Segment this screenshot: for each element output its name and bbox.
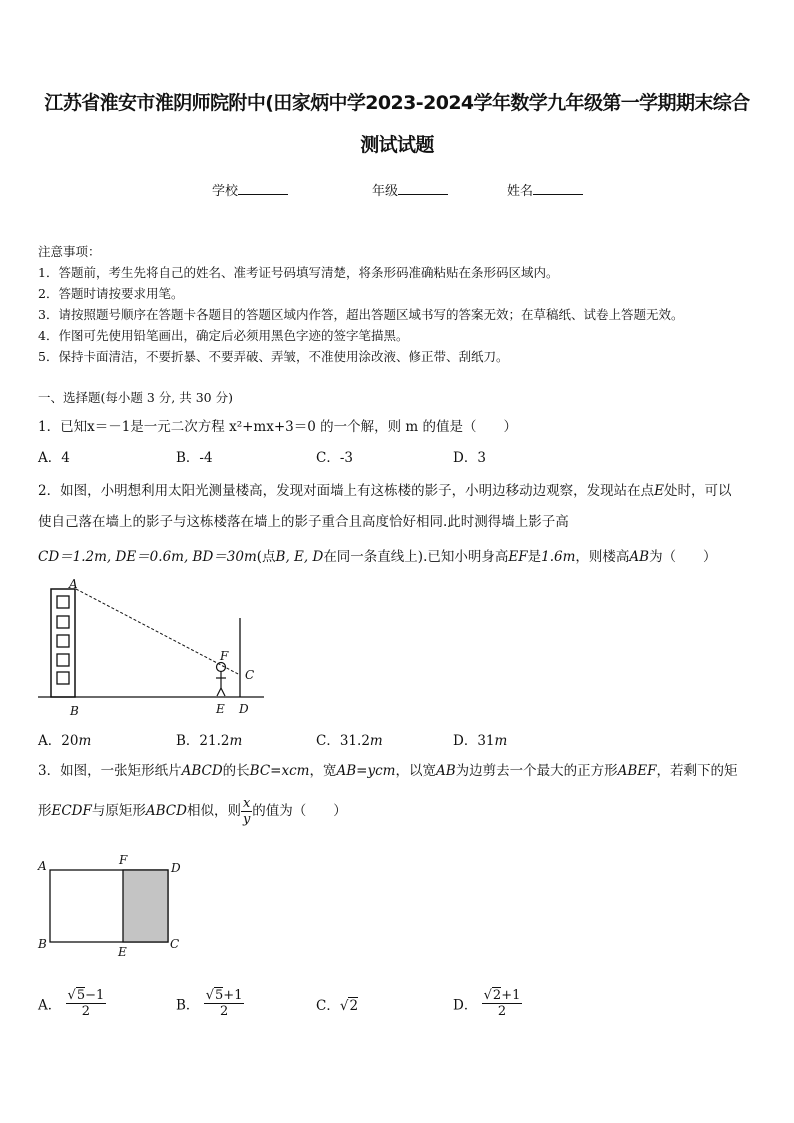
label-f: F	[119, 853, 128, 867]
q3-stem-line1: 3．如图，一张矩形纸片ABCD的长BC=xcm，宽AB=ycm，以宽AB为边剪去一个最大的正方形ABEF，若剩下的矩	[38, 763, 738, 779]
option-fraction: $\frac{√5+1}{2}$	[205, 988, 243, 1019]
q3-stem-line2: 形ECDF与原矩形ABCD相似，则 $\frac{x}{y}$ 的值为（ ）	[38, 796, 347, 827]
label-a: A	[38, 859, 47, 873]
q2-stem-line1: 2．如图，小明想利用太阳光测量楼高，发现对面墙上有这栋楼的影子，小明边移动边观察，发现站在点E处时，可以	[38, 483, 732, 499]
notice-item: 2．答题时请按要求用笔。	[38, 286, 184, 301]
q2-option-b[interactable]: B．21.2m	[176, 733, 243, 749]
q3-option-d[interactable]: D． $\frac{√2+1}{2}$	[453, 988, 521, 1019]
sun-ray	[76, 589, 240, 675]
fraction-x-over-y: $\frac{x}{y}$	[242, 796, 251, 827]
label-d: D	[171, 861, 181, 875]
label-a: A	[69, 577, 78, 591]
q1-stem: 1．已知x＝－1是一元二次方程 x²+mx+3＝0 的一个解，则 m 的值是（ ）	[38, 419, 517, 435]
label-c: C	[245, 668, 255, 682]
q1-option-b[interactable]: B．-4	[176, 450, 213, 466]
label-d: D	[239, 702, 249, 716]
q3-option-c[interactable]: C．√2	[316, 998, 359, 1014]
q3-option-b[interactable]: B． $\frac{√5+1}{2}$	[176, 988, 243, 1019]
building-window	[57, 616, 69, 628]
grade-field[interactable]: 年级	[372, 180, 448, 199]
q2-option-a[interactable]: A．20m	[38, 733, 92, 749]
q1-option-a[interactable]: A．4	[38, 450, 70, 466]
page-title: 江苏省淮安市淮阴师院附中(田家炳中学2023-2024学年数学九年级第一学期期末综合	[44, 92, 750, 114]
label-b: B	[70, 704, 79, 718]
option-fraction: $\frac{√5-1}{2}$	[67, 988, 105, 1019]
q1-option-d[interactable]: D．3	[453, 450, 486, 466]
notice-item: 5．保持卡面清洁，不要折暴、不要弄破、弄皱，不准使用涂改液、修正带、刮纸刀。	[38, 349, 509, 364]
person-leg	[217, 688, 221, 696]
q2-figure	[36, 576, 272, 720]
q2-option-d[interactable]: D．31m	[453, 733, 508, 749]
building-window	[57, 635, 69, 647]
school-field[interactable]: 学校	[212, 180, 288, 199]
notice-item: 4．作图可先使用铅笔画出，确定后必须用黑色字迹的签字笔描黑。	[38, 328, 409, 343]
person-leg	[221, 688, 225, 696]
notice-heading: 注意事项：	[38, 244, 101, 259]
q2-stem-line3: CD＝1.2m, DE＝0.6m, BD＝30m(点B, E, D在同一条直线上).已知小明身高EF是1.6m，则楼高AB为（ ）	[38, 549, 717, 565]
label-f: F	[220, 649, 229, 663]
label-c: C	[170, 937, 180, 951]
option-fraction: $\frac{√2+1}{2}$	[483, 988, 521, 1019]
rectangle-ecdf	[123, 870, 168, 942]
section-heading: 一、选择题(每小题 3 分, 共 30 分)	[38, 390, 233, 405]
q2-stem-line2: 使自己落在墙上的影子与这栋楼落在墙上的影子重合且高度恰好相同.此时测得墙上影子高	[38, 514, 569, 530]
notice-item: 3．请按照题号顺序在答题卡各题目的答题区域内作答，超出答题区域书写的答案无效；在草稿纸、试卷上答题无效。	[38, 307, 684, 322]
label-b: B	[38, 937, 47, 951]
label-e: E	[216, 702, 225, 716]
q2-option-c[interactable]: C．31.2m	[316, 733, 383, 749]
name-field[interactable]: 姓名	[507, 180, 583, 199]
q1-option-c[interactable]: C．-3	[316, 450, 353, 466]
building-window	[57, 672, 69, 684]
building-window	[57, 654, 69, 666]
q3-figure	[36, 852, 186, 962]
building	[51, 589, 75, 697]
q3-option-a[interactable]: A． $\frac{√5-1}{2}$	[38, 988, 105, 1019]
page-subtitle: 测试试题	[360, 134, 434, 156]
label-e: E	[118, 945, 127, 959]
notice-block	[38, 241, 768, 367]
building-window	[57, 596, 69, 608]
notice-item: 1．答题前，考生先将自己的姓名、准考证号码填写清楚，将条形码准确粘贴在条形码区域内。	[38, 265, 559, 280]
